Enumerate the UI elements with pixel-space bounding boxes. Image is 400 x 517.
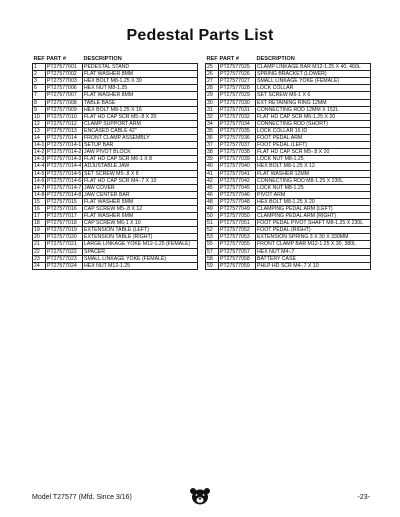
description-cell: FLAT HD CAP SCR M5-.8 X 20 bbox=[83, 113, 198, 120]
description-cell: CONNECTING ROD M8-1.25 X 230L bbox=[256, 177, 371, 184]
table-row bbox=[206, 241, 371, 248]
part-number-header: PART # bbox=[219, 56, 239, 62]
description-cell: FLAT HD CAP SCR M6-1 X 8 bbox=[83, 156, 198, 163]
table-row bbox=[206, 135, 371, 142]
part-number-cell: PT27577007 bbox=[46, 92, 83, 99]
description-cell: SMALL LINKAGE YOKE (FEMALE) bbox=[256, 78, 371, 85]
table-row bbox=[206, 106, 371, 113]
ref-cell: 28 bbox=[206, 85, 219, 92]
part-number-cell: PT27577003 bbox=[46, 78, 83, 85]
table-row bbox=[206, 149, 371, 156]
description-cell: SPRING BRACKET (LOWER) bbox=[256, 71, 371, 78]
table-row bbox=[33, 92, 198, 99]
table-row bbox=[206, 142, 371, 149]
ref-cell: 24 bbox=[33, 262, 46, 269]
parts-table-right bbox=[205, 56, 371, 270]
part-number-cell: PT27577046 bbox=[219, 191, 256, 198]
description-cell: JAW COVER bbox=[83, 184, 198, 191]
description-cell: HEX BOLT M8-1.25 X 16 bbox=[83, 106, 198, 113]
description-cell: LOCK COLLAR 16 ID bbox=[256, 127, 371, 134]
part-number-cell: PT27577010 bbox=[46, 113, 83, 120]
ref-cell: 55 bbox=[206, 241, 219, 248]
description-cell: SMALL LINKAGE YOKE (FEMALE) bbox=[83, 255, 198, 262]
ref-cell: 14 bbox=[33, 135, 46, 142]
description-cell: FOOT PEDAL (RIGHT) bbox=[256, 227, 371, 234]
description-cell: CLAMP SUPPORT ARM bbox=[83, 120, 198, 127]
description-cell: FLAT HD CAP SCR M6-1.25 X 20 bbox=[256, 113, 371, 120]
table-row bbox=[206, 255, 371, 262]
description-header: DESCRIPTION bbox=[256, 56, 295, 62]
part-number-cell: PT27577055 bbox=[219, 241, 256, 248]
part-number-cell: PT27577059 bbox=[219, 262, 256, 269]
part-number-cell: PT27577036 bbox=[219, 135, 256, 142]
part-number-cell: PT27577042 bbox=[219, 177, 256, 184]
description-cell: FOOT PEDAL (LEFT) bbox=[256, 142, 371, 149]
part-number-cell: PT27577057 bbox=[219, 248, 256, 255]
part-number-cell: PT27577014-1 bbox=[47, 142, 82, 149]
part-number-cell: PT27577031 bbox=[219, 106, 256, 113]
part-number-cell: PT27577016 bbox=[46, 205, 83, 212]
description-cell: PEDESTAL STAND bbox=[83, 64, 198, 71]
description-cell: BATTERY CASE bbox=[256, 255, 371, 262]
ref-cell: 14-2 bbox=[34, 149, 45, 156]
part-number-cell: PT27577051 bbox=[219, 220, 256, 227]
table-row bbox=[206, 248, 371, 255]
ref-cell: 14-7 bbox=[34, 184, 45, 191]
part-number-cell: PT27577015 bbox=[46, 198, 83, 205]
part-number-cell: PT27577026 bbox=[219, 71, 256, 78]
ref-cell: 27 bbox=[206, 78, 219, 85]
ref-cell: 52 bbox=[206, 227, 219, 234]
table-row bbox=[206, 78, 371, 85]
part-number-cell: PT27577035 bbox=[219, 127, 256, 134]
part-number-cell: PT27577029 bbox=[219, 92, 256, 99]
table-row bbox=[33, 248, 198, 255]
table-row bbox=[33, 99, 198, 106]
part-number-cell: PT27577028 bbox=[219, 85, 256, 92]
part-number-cell: PT27577041 bbox=[219, 170, 256, 177]
ref-cell: 7 bbox=[33, 92, 46, 99]
description-cell: TABLE BASE bbox=[83, 99, 198, 106]
description-cell: LARGE LINKAGE YOKE M12-1.25 (FEMALE) bbox=[83, 241, 198, 248]
description-cell: CONNECTING ROD 12MM X 152L bbox=[256, 106, 371, 113]
part-number-cell: PT27577048 bbox=[219, 198, 256, 205]
table-row bbox=[33, 142, 198, 149]
table-row bbox=[206, 227, 371, 234]
ref-cell: 20 bbox=[33, 234, 46, 241]
ref-cell: 59 bbox=[206, 262, 219, 269]
table-header-row bbox=[206, 56, 371, 64]
description-cell: FLAT HD CAP SCR M5-.8 X 20 bbox=[256, 149, 371, 156]
ref-cell: 30 bbox=[206, 99, 219, 106]
part-number-cell: PT27577027 bbox=[219, 78, 256, 85]
description-cell: HEX BOLT M8-1.25 X 20 bbox=[256, 198, 371, 205]
ref-cell: 10 bbox=[33, 113, 46, 120]
part-number-cell: PT27577053 bbox=[219, 234, 256, 241]
part-number-cell: PT27577021 bbox=[46, 241, 83, 248]
table-row bbox=[206, 64, 371, 71]
ref-cell: 32 bbox=[206, 113, 219, 120]
description-cell: FOOT PEDAL PIVOT SHAFT M8-1.25 X 230L bbox=[256, 220, 371, 227]
description-header: DESCRIPTION bbox=[83, 56, 122, 62]
description-cell: CAP SCREW M6-1 X 10 bbox=[83, 220, 198, 227]
table-row bbox=[33, 227, 198, 234]
table-row bbox=[206, 99, 371, 106]
part-number-cell: PT27577034 bbox=[219, 120, 256, 127]
part-number-cell: PT27577019 bbox=[46, 227, 83, 234]
description-cell: FLAT HD CAP SCR M4-.7 X 10 bbox=[83, 177, 198, 184]
table-row bbox=[33, 71, 198, 78]
description-cell: EXT RETAINING RING 12MM bbox=[256, 99, 371, 106]
table-row bbox=[206, 198, 371, 205]
part-number-cell: PT27577037 bbox=[219, 142, 256, 149]
part-number-cell: PT27577023 bbox=[46, 255, 83, 262]
ref-cell: 42 bbox=[206, 177, 219, 184]
table-row bbox=[33, 170, 198, 177]
part-number-cell: PT27577014 bbox=[46, 135, 83, 142]
table-row bbox=[206, 85, 371, 92]
table-row bbox=[206, 163, 371, 170]
part-number-cell: PT27577014-3 bbox=[47, 156, 82, 163]
table-row bbox=[33, 220, 198, 227]
bear-head-logo-icon bbox=[189, 487, 211, 505]
model-footer: Model T27577 (Mfd. Since 3/16) bbox=[32, 494, 132, 501]
description-cell: FLAT WASHER 6MM bbox=[83, 213, 198, 220]
part-number-cell: PT27577014-4 bbox=[47, 163, 82, 170]
ref-cell: 17 bbox=[33, 213, 46, 220]
table-row bbox=[206, 205, 371, 212]
part-number-cell: PT27577013 bbox=[46, 127, 83, 134]
description-cell: SETUP BAR bbox=[83, 142, 198, 149]
table-row bbox=[206, 170, 371, 177]
ref-cell: 29 bbox=[206, 92, 219, 99]
table-row bbox=[33, 113, 198, 120]
table-row bbox=[206, 92, 371, 99]
table-row bbox=[33, 184, 198, 191]
description-cell: SPACER bbox=[83, 248, 198, 255]
table-row bbox=[206, 213, 371, 220]
description-cell: JAW CENTER BAR bbox=[83, 191, 198, 198]
part-number-cell: PT27577009 bbox=[46, 106, 83, 113]
table-row bbox=[33, 135, 198, 142]
ref-cell: 21 bbox=[33, 241, 46, 248]
part-number-cell: PT27577039 bbox=[219, 156, 256, 163]
ref-cell: 36 bbox=[206, 135, 219, 142]
table-row bbox=[33, 213, 198, 220]
description-cell: EXTENSION TABLE (RIGHT) bbox=[83, 234, 198, 241]
description-cell: CLAMP LINKAGE BAR M12-1.25 X 40, 460L bbox=[256, 64, 371, 71]
table-row bbox=[33, 127, 198, 134]
ref-cell: 40 bbox=[206, 163, 219, 170]
ref-cell: 1 bbox=[33, 64, 46, 71]
part-number-cell: PT27577006 bbox=[46, 85, 83, 92]
description-cell: HEX BOLT M8-1.25 X 12 bbox=[256, 163, 371, 170]
ref-cell: 26 bbox=[206, 71, 219, 78]
description-cell: LOCK NUT M8-1.25 bbox=[256, 156, 371, 163]
description-cell: PIVOT ARM bbox=[256, 191, 371, 198]
table-row bbox=[33, 85, 198, 92]
table-row bbox=[33, 156, 198, 163]
ref-cell: 51 bbox=[206, 220, 219, 227]
description-cell: CAP SCREW M5-.8 X 12 bbox=[83, 205, 198, 212]
description-cell: FOOT PEDAL ARM bbox=[256, 135, 371, 142]
ref-cell: 15 bbox=[33, 198, 46, 205]
table-row bbox=[33, 255, 198, 262]
part-number-cell: PT27577050 bbox=[219, 213, 256, 220]
table-row bbox=[33, 64, 198, 71]
ref-cell: 3 bbox=[33, 78, 46, 85]
description-cell: FLAT WASHER 8MM bbox=[83, 71, 198, 78]
table-row bbox=[206, 184, 371, 191]
table-row bbox=[206, 120, 371, 127]
part-number-cell: PT27577030 bbox=[219, 99, 256, 106]
description-cell: CONNECTING ROD (SHORT) bbox=[256, 120, 371, 127]
ref-cell: 35 bbox=[206, 127, 219, 134]
ref-cell: 45 bbox=[206, 184, 219, 191]
description-cell: LOCK NUT M8-1.25 bbox=[256, 184, 371, 191]
ref-cell: 57 bbox=[206, 248, 219, 255]
part-number-cell: PT27577058 bbox=[219, 255, 256, 262]
ref-cell: 14-3 bbox=[34, 156, 45, 163]
description-cell: FLAT WASHER 5MM bbox=[83, 198, 198, 205]
part-number-cell: PT27577052 bbox=[219, 227, 256, 234]
description-cell: FLAT WASHER 12MM bbox=[256, 170, 371, 177]
ref-header: REF bbox=[206, 56, 218, 62]
part-number-cell: PT27577049 bbox=[219, 205, 256, 212]
description-cell: ENCASED CABLE 42" bbox=[83, 127, 198, 134]
description-cell: FRONT CLAMP BAR M12-1.25 X 30, 380L bbox=[256, 241, 371, 248]
ref-header: REF bbox=[33, 56, 45, 62]
part-number-cell: PT27577014-6 bbox=[47, 177, 82, 184]
part-number-cell: PT27577017 bbox=[46, 213, 83, 220]
table-row bbox=[33, 234, 198, 241]
description-cell: FLAT WASHER 8MM bbox=[83, 92, 198, 99]
parts-table-left bbox=[32, 56, 198, 270]
table-row bbox=[33, 149, 198, 156]
ref-cell: 34 bbox=[206, 120, 219, 127]
table-row bbox=[33, 205, 198, 212]
description-cell: CLAMPING PEDAL ARM (LEFT) bbox=[256, 205, 371, 212]
table-row bbox=[33, 262, 198, 269]
ref-cell: 38 bbox=[206, 149, 219, 156]
description-cell: HEX NUT M8-1.25 bbox=[83, 85, 198, 92]
table-row bbox=[206, 113, 371, 120]
table-row bbox=[206, 156, 371, 163]
ref-cell: 37 bbox=[206, 142, 219, 149]
part-number-cell: PT27577002 bbox=[46, 71, 83, 78]
ref-cell: 14-5 bbox=[34, 170, 45, 177]
description-cell: SET SCREW M6-1 X 6 bbox=[256, 92, 371, 99]
ref-cell: 19 bbox=[33, 227, 46, 234]
description-cell: HEX NUT M12-1.25 bbox=[83, 262, 198, 269]
table-header-row bbox=[33, 56, 198, 64]
ref-cell: 13 bbox=[33, 127, 46, 134]
part-number-cell: PT27577038 bbox=[219, 149, 256, 156]
page-title: Pedestal Parts List bbox=[126, 27, 274, 44]
description-cell: JAW PIVOT BLOCK bbox=[83, 149, 198, 156]
table-row bbox=[206, 220, 371, 227]
description-cell: CLAMPING PEDAL ARM (RIGHT) bbox=[256, 213, 371, 220]
table-row bbox=[33, 198, 198, 205]
table-row bbox=[33, 191, 198, 198]
ref-cell: 46 bbox=[206, 191, 219, 198]
description-cell: SET SCREW M5-.8 X 8 bbox=[83, 170, 198, 177]
part-number-cell: PT27577014-7 bbox=[47, 184, 82, 191]
ref-cell: 25 bbox=[206, 64, 219, 71]
part-number-cell: PT27577018 bbox=[46, 220, 83, 227]
part-number-cell: PT27577012 bbox=[46, 120, 83, 127]
part-number-header: PART # bbox=[46, 56, 66, 62]
ref-cell: 6 bbox=[33, 85, 46, 92]
ref-cell: 14-8 bbox=[34, 191, 45, 198]
ref-cell: 18 bbox=[33, 220, 46, 227]
part-number-cell: PT27577001 bbox=[46, 64, 83, 71]
description-cell: FRONT CLAMP ASSEMBLY bbox=[83, 135, 198, 142]
ref-cell: 22 bbox=[33, 248, 46, 255]
part-number-cell: PT27577014-5 bbox=[47, 170, 82, 177]
ref-cell: 53 bbox=[206, 234, 219, 241]
part-number-cell: PT27577020 bbox=[46, 234, 83, 241]
description-cell: HEX NUT M4-.7 bbox=[256, 248, 371, 255]
ref-cell: 39 bbox=[206, 156, 219, 163]
table-row bbox=[206, 262, 371, 269]
ref-cell: 41 bbox=[206, 170, 219, 177]
ref-cell: 14-4 bbox=[34, 163, 45, 170]
ref-cell: 14-6 bbox=[34, 177, 45, 184]
description-cell: PHLP HD SCR M4-.7 X 10 bbox=[256, 262, 371, 269]
ref-cell: 49 bbox=[206, 205, 219, 212]
ref-cell: 14-1 bbox=[34, 142, 45, 149]
description-cell: HEX BOLT M8-1.25 X 30 bbox=[83, 78, 198, 85]
part-number-cell: PT27577032 bbox=[219, 113, 256, 120]
description-cell: EXTENSION TABLE (LEFT) bbox=[83, 227, 198, 234]
ref-cell: 9 bbox=[33, 106, 46, 113]
part-number-cell: PT27577045 bbox=[219, 184, 256, 191]
page-number: -23- bbox=[357, 494, 370, 501]
table-row bbox=[33, 177, 198, 184]
ref-cell: 48 bbox=[206, 198, 219, 205]
part-number-cell: PT27577024 bbox=[46, 262, 83, 269]
table-row bbox=[206, 191, 371, 198]
ref-cell: 12 bbox=[33, 120, 46, 127]
part-number-cell: PT27577014-8 bbox=[47, 191, 82, 198]
table-row bbox=[206, 177, 371, 184]
description-cell: LOCK COLLAR bbox=[256, 85, 371, 92]
table-row bbox=[33, 78, 198, 85]
ref-cell: 58 bbox=[206, 255, 219, 262]
ref-cell: 50 bbox=[206, 213, 219, 220]
description-cell: ADJUSTABLE JAW bbox=[83, 163, 198, 170]
table-row bbox=[33, 106, 198, 113]
ref-cell: 31 bbox=[206, 106, 219, 113]
part-number-cell: PT27577040 bbox=[219, 163, 256, 170]
table-row bbox=[33, 163, 198, 170]
table-row bbox=[206, 71, 371, 78]
part-number-cell: PT27577014-2 bbox=[47, 149, 82, 156]
table-row bbox=[206, 127, 371, 134]
part-number-cell: PT27577008 bbox=[46, 99, 83, 106]
ref-cell: 2 bbox=[33, 71, 46, 78]
ref-cell: 16 bbox=[33, 205, 46, 212]
part-number-cell: PT27577022 bbox=[46, 248, 83, 255]
table-row bbox=[206, 234, 371, 241]
ref-cell: 23 bbox=[33, 255, 46, 262]
table-row bbox=[33, 120, 198, 127]
part-number-cell: PT27577025 bbox=[219, 64, 256, 71]
description-cell: EXTENSION SPRING 3 X 30 X 330MM bbox=[256, 234, 371, 241]
table-row bbox=[33, 241, 198, 248]
ref-cell: 8 bbox=[33, 99, 46, 106]
